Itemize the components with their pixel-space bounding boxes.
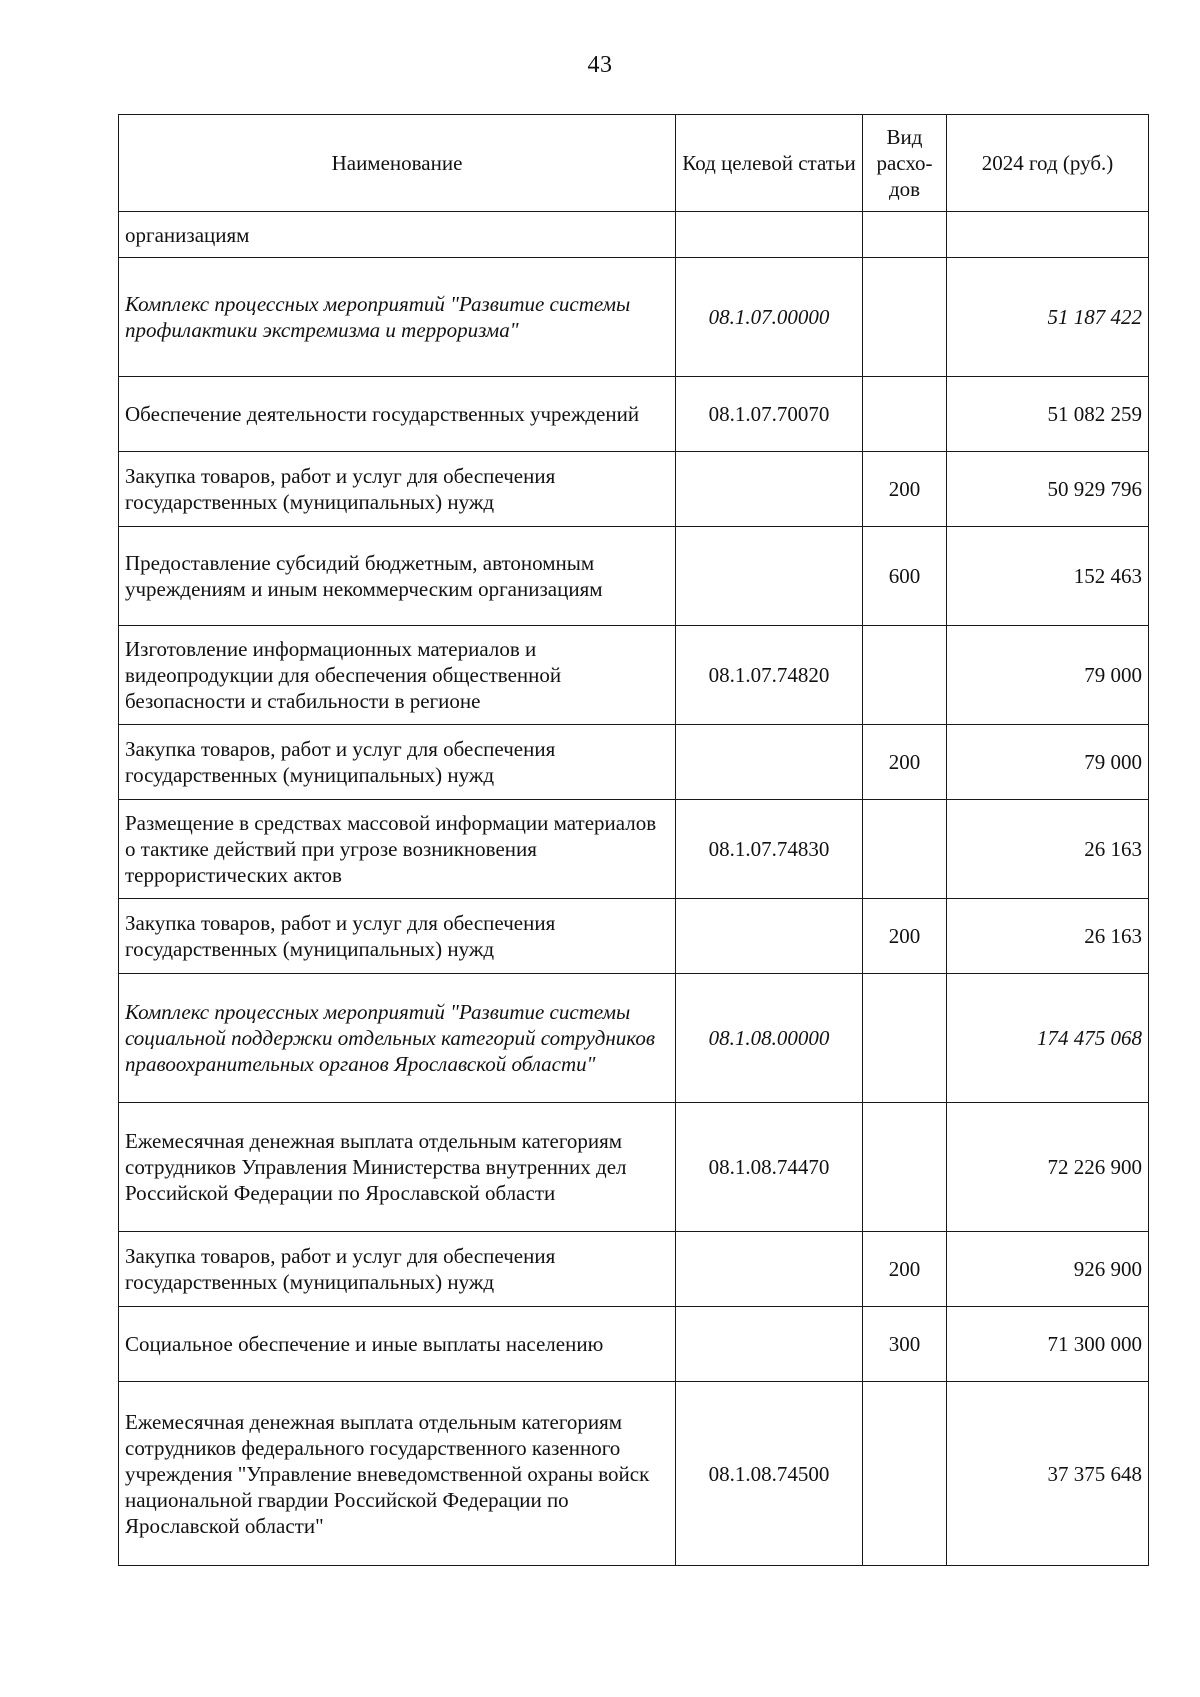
table-row [119, 527, 1149, 626]
row-code [676, 1232, 863, 1307]
row-code: 08.1.07.74820 [676, 626, 863, 725]
row-type: 200 [863, 1232, 947, 1307]
row-name: Изготовление информационных материалов и видеопродукции для обеспечения общественной безопасности и стабильности в регионе [119, 626, 676, 725]
table-row [119, 1232, 1149, 1307]
row-name: Комплекс процессных мероприятий "Развитие системы профилактики экстремизма и терроризма" [119, 258, 676, 377]
row-name: Предоставление субсидий бюджетным, автономным учреждениям и иным некоммерческим организациям [119, 527, 676, 626]
table-row [119, 974, 1149, 1103]
row-name: Комплекс процессных мероприятий "Развитие системы социальной поддержки отдельных категорий сотрудников правоохранительных органов Ярославской области" [119, 974, 676, 1103]
header-type: Вид расхо-дов [863, 115, 947, 212]
row-type: 600 [863, 527, 947, 626]
table-row [119, 452, 1149, 527]
row-sum [947, 212, 1149, 258]
row-code [676, 527, 863, 626]
row-type [863, 212, 947, 258]
row-code: 08.1.08.74500 [676, 1382, 863, 1566]
row-type: 200 [863, 899, 947, 974]
row-type [863, 1382, 947, 1566]
table-row [119, 800, 1149, 899]
budget-table [118, 114, 1149, 1566]
row-code: 08.1.07.70070 [676, 377, 863, 452]
row-sum: 37 375 648 [947, 1382, 1149, 1566]
row-type: 200 [863, 452, 947, 527]
row-type [863, 1103, 947, 1232]
header-name: Наименование [119, 115, 676, 212]
row-sum: 51 082 259 [947, 377, 1149, 452]
row-sum: 152 463 [947, 527, 1149, 626]
row-sum: 71 300 000 [947, 1307, 1149, 1382]
table-row [119, 725, 1149, 800]
row-sum: 72 226 900 [947, 1103, 1149, 1232]
row-code: 08.1.08.74470 [676, 1103, 863, 1232]
row-type [863, 800, 947, 899]
page-number: 43 [587, 52, 613, 78]
row-name: Ежемесячная денежная выплата отдельным категориям сотрудников Управления Министерства внутренних дел Российской Федерации по Ярославской области [119, 1103, 676, 1232]
row-sum: 26 163 [947, 800, 1149, 899]
row-name: Закупка товаров, работ и услуг для обеспечения государственных (муниципальных) нужд [119, 452, 676, 527]
row-code: 08.1.07.74830 [676, 800, 863, 899]
table-row [119, 626, 1149, 725]
row-code: 08.1.08.00000 [676, 974, 863, 1103]
row-code [676, 452, 863, 527]
row-sum: 79 000 [947, 626, 1149, 725]
table-header-row [119, 115, 1149, 212]
header-sum: 2024 год (руб.) [947, 115, 1149, 212]
row-type: 200 [863, 725, 947, 800]
row-type: 300 [863, 1307, 947, 1382]
row-sum: 50 929 796 [947, 452, 1149, 527]
row-code: 08.1.07.00000 [676, 258, 863, 377]
row-sum: 174 475 068 [947, 974, 1149, 1103]
row-code [676, 212, 863, 258]
table-row [119, 1103, 1149, 1232]
row-sum: 79 000 [947, 725, 1149, 800]
row-name: Закупка товаров, работ и услуг для обеспечения государственных (муниципальных) нужд [119, 725, 676, 800]
row-name: Закупка товаров, работ и услуг для обеспечения государственных (муниципальных) нужд [119, 899, 676, 974]
row-name: Ежемесячная денежная выплата отдельным категориям сотрудников федерального государственного казенного учреждения "Управление вневедомственной охраны войск национальной гвардии Российской Федерации по Ярославской области" [119, 1382, 676, 1566]
header-code: Код целевой статьи [676, 115, 863, 212]
row-code [676, 1307, 863, 1382]
table-row [119, 899, 1149, 974]
table-row [119, 1382, 1149, 1566]
row-type [863, 974, 947, 1103]
row-type [863, 626, 947, 725]
row-type [863, 258, 947, 377]
row-name: Обеспечение деятельности государственных учреждений [119, 377, 676, 452]
table-row [119, 377, 1149, 452]
row-type [863, 377, 947, 452]
table-row [119, 212, 1149, 258]
row-name: Закупка товаров, работ и услуг для обеспечения государственных (муниципальных) нужд [119, 1232, 676, 1307]
row-code [676, 725, 863, 800]
row-name: Социальное обеспечение и иные выплаты населению [119, 1307, 676, 1382]
row-name: организациям [119, 212, 676, 258]
row-code [676, 899, 863, 974]
row-name: Размещение в средствах массовой информации материалов о тактике действий при угрозе возникновения террористических актов [119, 800, 676, 899]
row-sum: 926 900 [947, 1232, 1149, 1307]
row-sum: 51 187 422 [947, 258, 1149, 377]
table-row [119, 258, 1149, 377]
row-sum: 26 163 [947, 899, 1149, 974]
table-row [119, 1307, 1149, 1382]
